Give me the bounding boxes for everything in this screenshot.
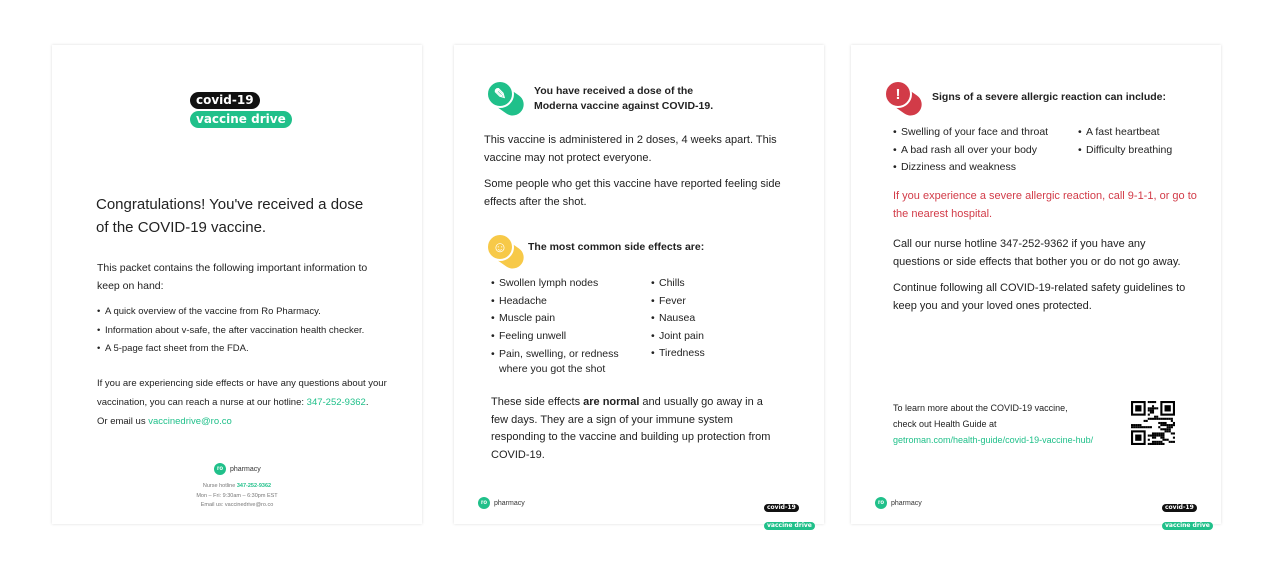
paragraph: This vaccine is administered in 2 doses, 4 weeks apart. This vaccine may not protect everyone. bbox=[484, 134, 777, 164]
list-item: • A quick overview of the vaccine from Ro Pharmacy. bbox=[97, 303, 364, 322]
side-effects-list bbox=[651, 275, 705, 363]
contact-text: If you are experiencing side effects or have any questions about your vaccination, you can reach a nurse at our hotline: 347-252-9362. Or email us vaccinedrive@ro.co bbox=[97, 378, 387, 427]
page-cover bbox=[52, 45, 422, 524]
email-link[interactable]: vaccinedrive@ro.co bbox=[148, 416, 232, 427]
section-heading: The most common side effects are: bbox=[528, 241, 705, 253]
list-item: • Feeling unwell bbox=[491, 328, 641, 346]
warning-text: If you experience a severe allergic reaction, call 9-1-1, or go to the nearest hospital. bbox=[893, 190, 1197, 220]
section-heading: You have received a dose of the Moderna vaccine against COVID-19. bbox=[534, 85, 714, 112]
paragraph: Call our nurse hotline 347-252-9362 if you have any questions or side effects that bother you or do not go away. bbox=[893, 238, 1181, 268]
ro-pharmacy-logo: ro pharmacy bbox=[478, 497, 525, 509]
vaccine-drive-logo-small: covid-19 vaccine drive bbox=[764, 496, 815, 532]
info-list bbox=[97, 303, 364, 359]
page-vaccine-info bbox=[454, 45, 824, 529]
list-item: • Difficulty breathing bbox=[1078, 142, 1172, 160]
page-heading: Congratulations! You've received a dose of the COVID-19 vaccine. bbox=[96, 196, 364, 236]
paragraph: Some people who get this vaccine have reported feeling side effects after the shot. bbox=[484, 178, 781, 208]
person-icon: ☺ bbox=[486, 233, 520, 267]
list-item: • Swelling of your face and throat bbox=[893, 124, 1048, 142]
qr-code[interactable] bbox=[1131, 401, 1175, 445]
paragraph: Continue following all COVID-19-related safety guidelines to keep you and your loved ones protected. bbox=[893, 282, 1186, 312]
list-item: • Headache bbox=[491, 293, 641, 311]
side-effects-list bbox=[491, 275, 641, 377]
intro-text: This packet contains the following important information to keep on hand: bbox=[97, 262, 368, 292]
vaccine-drive-logo: covid-19 vaccine drive bbox=[190, 91, 292, 128]
page-allergic-reaction bbox=[851, 45, 1221, 529]
hotline-link[interactable]: 347-252-9362 bbox=[306, 397, 366, 408]
learn-more: To learn more about the COVID-19 vaccine, check out Health Guide at getroman.com/health-guide/covid-19-vaccine-hub/ bbox=[893, 400, 1093, 448]
ro-pharmacy-logo: ro pharmacy bbox=[875, 497, 922, 509]
list-item: • Information about v-safe, the after vaccination health checker. bbox=[97, 322, 364, 341]
symptoms-list bbox=[1078, 124, 1172, 159]
alert-icon: ! bbox=[884, 80, 918, 114]
vaccine-drive-logo-small: covid-19 vaccine drive bbox=[1162, 496, 1213, 532]
list-item: • Swollen lymph nodes bbox=[491, 275, 641, 293]
list-item: • Tiredness bbox=[651, 345, 705, 363]
list-item: • Muscle pain bbox=[491, 310, 641, 328]
list-item: • A fast heartbeat bbox=[1078, 124, 1172, 142]
list-item: • A bad rash all over your body bbox=[893, 142, 1048, 160]
list-item: • Nausea bbox=[651, 310, 705, 328]
list-item: • Joint pain bbox=[651, 328, 705, 346]
health-guide-link[interactable]: getroman.com/health-guide/covid-19-vaccine-hub/ bbox=[893, 435, 1094, 445]
list-item: • Chills bbox=[651, 275, 705, 293]
paragraph: These side effects are normal and usually go away in a few days. They are a sign of your immune system responding to the vaccine and building up protection from COVID-19. bbox=[491, 396, 771, 461]
list-item: • Fever bbox=[651, 293, 705, 311]
syringe-icon: ✎ bbox=[486, 80, 520, 114]
list-item: • Pain, swelling, or redness where you got the shot bbox=[491, 347, 641, 377]
section-heading: Signs of a severe allergic reaction can include: bbox=[932, 91, 1167, 103]
symptoms-list bbox=[893, 124, 1048, 177]
ro-pharmacy-logo: ro pharmacy bbox=[214, 463, 261, 475]
list-item: • Dizziness and weakness bbox=[893, 159, 1048, 177]
footer-contact: Nurse hotline 347-252-9362 Mon – Fri: 9:30am – 6:30pm EST Email us: vaccinedrive@ro.co bbox=[196, 483, 278, 508]
list-item: • A 5-page fact sheet from the FDA. bbox=[97, 340, 364, 359]
